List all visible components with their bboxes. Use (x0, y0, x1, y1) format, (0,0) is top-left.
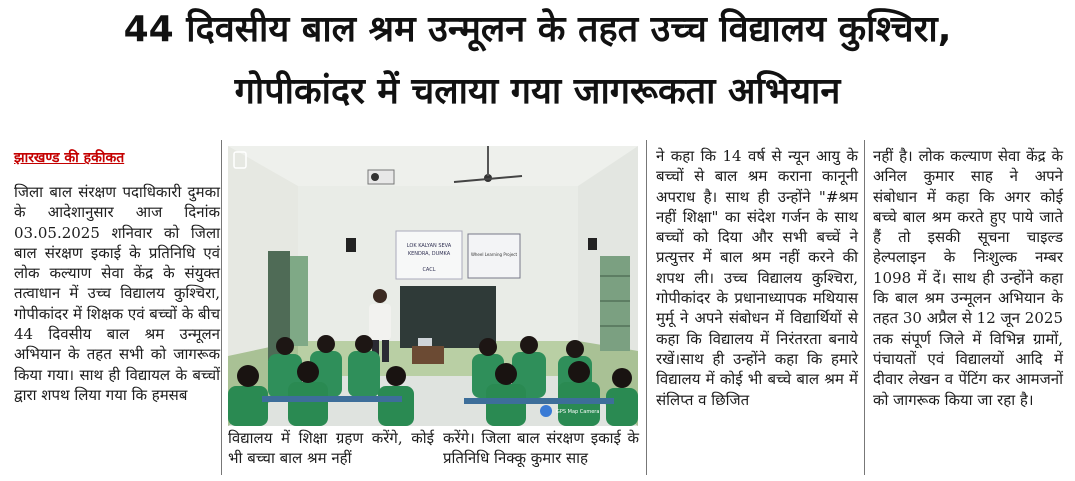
column-4-text: नहीं है। लोक कल्याण सेवा केंद्र के अनिल कुमार साह ने अपने संबोधान में कहा कि अगर कोई बच्चे बाल श्रम करते हुए पाये जाते हैं तो इसकी सूचना चाइल्ड हेल्पलाइन के निःशुल्क नम्बर 1098 में दें। साथ ही उन्होंने कहा कि बाल श्रम उन्मूलन अभियान के तहत 30 अप्रैल से 12 जून 2025 तक संपूर्ण जिले में विभिन्न ग्रामों, पंचायतों एवं विद्यालयों आदि में दीवार लेखन व पेंटिंग कर आमजनों को जागरूक किया जा रहा है। (873, 147, 1063, 409)
screen-line-3: CACL (422, 267, 436, 273)
column-divider (221, 140, 222, 475)
screen-line-1: LOK KALYAN SEVA (406, 243, 452, 249)
below-photo-right-text: करेंगे। जिला बाल संरक्षण इकाई के प्रतिनिधि निक्कू कुमार साह (443, 429, 639, 468)
column-3-text: ने कहा कि 14 वर्ष से न्यून आयु के बच्चों से बाल श्रम कराना कानूनी अपराध है। साथ ही उन्होंने "#श्रम नहीं शिक्षा" का संदेश गर्जन के साथ बच्चों को दिया और सभी बच्चें ने प्रत्युत्तर में बाल श्रम नहीं करने की शपथ ली। उच्च विद्यालय कुश्चिरा, गोपीकांदर के प्रधानाध्यापक मथियास मुर्मू ने अपने संबोधन में विद्यार्थियों से कहा कि विद्यालय में निरंतरता बनाये रखें।साथ ही उन्होंने कहा कि हमारे विद्यालय में कोई भी बच्चे बाल श्रम में संलिप्त व छिजित (656, 147, 858, 409)
section-kicker: झारखण्ड की हकीकत (14, 150, 125, 166)
classroom-photo-graphic (228, 146, 638, 426)
column-divider (864, 140, 865, 475)
screen-line-2: KENDRA, DUMKA (407, 251, 451, 257)
below-photo-left-text: विद्यालय में शिक्षा ग्रहण करेंगे, कोई भी बच्चा बाल श्रम नहीं (228, 429, 434, 468)
photo-watermark: GPS Map Camera (556, 409, 600, 415)
article-column-3 (656, 146, 858, 410)
headline-line-2: गोपीकांदर में चलाया गया जागरूकता अभियान (234, 71, 841, 112)
headline-line-1: 44 दिवसीय बाल श्रम उन्मूलन के तहत उच्च विद्यालय कुश्चिरा, (123, 9, 952, 50)
classroom-photo (228, 146, 638, 426)
banner-text: Wheel Learning Project (470, 252, 518, 257)
below-photo-text (228, 428, 638, 478)
article-column-1 (14, 182, 220, 405)
column-divider (646, 140, 647, 475)
article-column-4 (873, 146, 1063, 410)
column-1-text: जिला बाल संरक्षण पदाधिकारी दुमका के आदेशानुसार आज दिनांक 03.05.2025 शनिवार को जिला बाल संरक्षण इकाई के प्रतिनिधि एवं लोक कल्याण सेवा केंद्र के संयुक्त तत्वाधान में उच्च विद्यालय कुश्चिरा, गोपीकांदर में शिक्षक एवं बच्चों के बीच 44 दिवसीय बाल श्रम उन्मूलन अभियान के तहत सभी को जागरूक किया गया। साथ ही विद्यायल के बच्चों द्वारा शपथ लिया गया कि हमसब (14, 183, 220, 404)
